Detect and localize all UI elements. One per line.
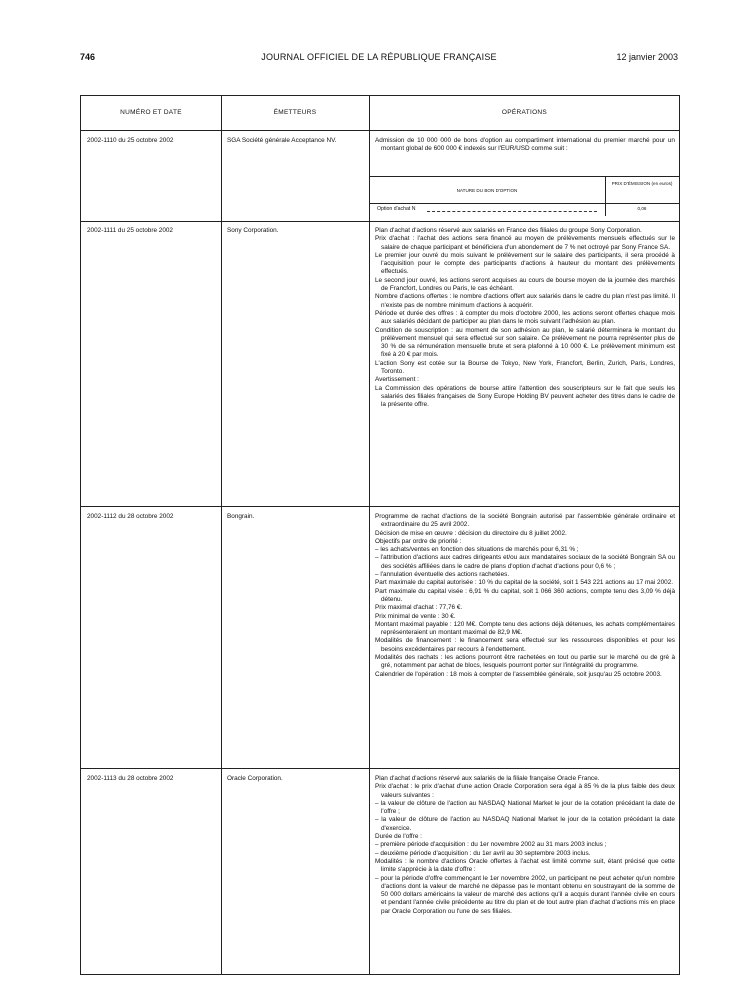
operation-list-item: – l'attribution d'actions aux cadres dirigeants et/ou aux mandataires sociaux de la société Bongrain SA ou des sociétés affiliées dans le cadre de plans d'option d'achat d'actions pour 0,6 % ; — [375, 554, 675, 570]
issue-date: 12 janvier 2003 — [616, 52, 678, 62]
journal-title: JOURNAL OFFICIEL DE LA RÉPUBLIQUE FRANÇAISE — [261, 52, 497, 62]
row-1-number-date: 2002-1110 du 25 octobre 2002 — [87, 137, 174, 144]
column-header-issuers: ÉMETTEURS — [273, 109, 317, 116]
page-header — [80, 50, 678, 64]
operation-paragraph: Plan d'achat d'actions réservé aux salariés de la filiale française Oracle France. — [375, 775, 600, 782]
operation-paragraph: Nombre d'actions offertes : le nombre d'actions offert aux salariés dans le cadre du plan n'est pas limité. Il n'existe pas de nombre minimum d'actions à acquérir. — [375, 293, 675, 309]
operation-paragraph: Période et durée des offres : à compter du mois d'octobre 2000, les actions seront offertes chaque mois aux salariés décidant de participer au plan dans le mois suivant l'adhésion au plan. — [375, 309, 675, 326]
operation-paragraph: Modalités des rachats : les actions pourront être rachetées en tout ou partie sur le marché ou de gré à gré, notamment par achat de blocs, lesquels pourront porter sur l'intégralité du programme. — [375, 654, 675, 670]
column-header-number-date: NUMÉRO ET DATE — [120, 109, 182, 116]
row-2-issuer: Sony Corporation. — [227, 227, 279, 234]
operation-paragraph: Plan d'achat d'actions réservé aux salariés en France des filiales du groupe Sony Corporation. — [375, 227, 642, 234]
operation-paragraph: Montant maximal payable : 120 M€. Compte tenu des actions déjà détenues, les achats complémentaires représenteraient un montant maximal de 82,9 M€. — [375, 620, 675, 637]
operation-paragraph: Prix maximal d'achat : 77,76 €. — [375, 604, 463, 612]
operation-paragraph: Décision de mise en œuvre : décision du directoire du 8 juillet 2002. — [375, 529, 567, 537]
operation-paragraph: Le premier jour ouvré du mois suivant le prélèvement sur le salaire des participants, il sera procédé à l'acquisition pour le compte des participants d'actions à hauteur du montant des prélèvements effectués. — [375, 251, 675, 276]
row-2-operations — [375, 227, 675, 410]
row-3-number-date: 2002-1112 du 28 octobre 2002 — [87, 513, 174, 520]
operation-paragraph: Part maximale du capital visée : 6,91 % du capital, soit 1 066 360 actions, compte tenu des 3,09 % déjà détenu. — [375, 587, 675, 603]
operation-paragraph: Admission de 10 000 000 de bons d'option au compartiment international du premier marché pour un montant global de 600 000 € indexés sur l'EUR/USD comme suit : — [375, 137, 675, 153]
operation-paragraph: Modalités de financement : le financement sera effectué sur les ressources disponibles et pour les besoins excédentaires par recours à l'endettement. — [375, 637, 675, 653]
subtable-option-label: Option d'achat N — [377, 206, 416, 212]
operation-list-item: – deuxième période d'acquisition : du 1er avril au 30 septembre 2003 inclus. — [375, 849, 591, 857]
operation-paragraph: Prix d'achat : le prix d'achat d'une action Oracle Corporation sera égal à 85 % de la plus faible des deux valeurs suivantes : — [375, 783, 675, 799]
operation-paragraph: Le second jour ouvré, les actions seront acquises au cours de bourse moyen de la journée des marchés de Francfort, Londres ou Paris, le cas échéant. — [375, 276, 675, 293]
operation-paragraph: Condition de souscription : au moment de son adhésion au plan, le salarié déterminera le montant du prélèvement mensuel qui sera effectué sur son salaire. Ce prélèvement ne pourra représenter plus de 30 % de sa rémunération mensuelle brute et sera plafonné à 10 000 €. Le prélèvement minimum est fixé à 20 € par mois. — [375, 326, 675, 359]
subtable-divider — [605, 176, 606, 216]
operation-list-item: – l'annulation éventuelle des actions rachetées. — [375, 571, 510, 579]
operation-paragraph: Part maximale du capital autorisée : 10 % du capital de la société, soit 1 543 221 actions au 17 mai 2002. — [375, 579, 674, 587]
operation-paragraph: Objectifs par ordre de priorité : — [375, 537, 462, 545]
row-3-issuer: Bongrain. — [227, 513, 255, 520]
row-2-number-date: 2002-1111 du 25 octobre 2002 — [87, 227, 173, 234]
operation-paragraph: Programme de rachat d'actions de la société Bongrain autorisé par l'assemblée générale ordinaire et extraordinaire du 25 avril 2002. — [375, 513, 675, 529]
subtable-header-price: PRIX D'ÉMISSION (en euros) — [611, 181, 673, 186]
row-4-number-date: 2002-1113 du 28 octobre 2002 — [87, 775, 174, 782]
operation-list-item: – la valeur de clôture de l'action au NASDAQ National Market le jour de la cotation précédant la date d'exercice. — [375, 816, 675, 832]
operation-paragraph: Durée de l'offre : — [375, 833, 422, 841]
row-4-issuer: Oracle Corporation. — [227, 775, 283, 782]
subtable-option-price: 0,06 — [637, 206, 647, 211]
operation-paragraph: Avertissement : — [375, 376, 419, 384]
operation-paragraph: La Commission des opérations de bourse attire l'attention des souscripteurs sur le fait que seuls les salariés des filiales françaises de Sony Europe Holding BV peuvent acheter des titres dans le cadre de la présente offre. — [375, 384, 675, 409]
row-divider — [81, 768, 679, 769]
column-header-operations: OPÉRATIONS — [501, 109, 548, 116]
operation-paragraph: Prix minimal de vente : 30 €. — [375, 612, 456, 620]
operation-paragraph: Calendrier de l'opération : 18 mois à compter de l'assemblée générale, soit jusqu'au 25 octobre 2003. — [375, 670, 662, 678]
operation-paragraph: L'action Sony est cotée sur la Bourse de Tokyo, New York, Francfort, Berlin, Zurich, Paris, Londres, Toronto. — [375, 359, 675, 376]
row-3-operations — [375, 513, 675, 679]
row-divider — [81, 506, 679, 507]
operations-table — [80, 95, 680, 975]
operation-list-item: – les achats/ventes en fonction des situations de marchés pour 6,31 % ; — [375, 546, 579, 554]
subtable-top-border — [369, 176, 679, 177]
row-1-issuer: SGA Société générale Acceptance NV. — [227, 137, 337, 144]
operation-paragraph: Prix d'achat : l'achat des actions sera financé au moyen de prélèvements mensuels effectués sur le salaire de chaque participant et bénéficiera d'un abondement de 7 % net octroyé par Sony France SA. — [375, 235, 675, 251]
column-divider — [221, 96, 222, 974]
operation-list-item: – pour la période d'offre commençant le 1er novembre 2002, un participant ne peut acheter qu'un nombre d'actions dont la valeur de marché ne dépasse pas le montant obtenu en soustrayant de la somme de 50 000 dollars américains la valeur de marché des actions qu'il a acquis durant l'année civile en cours et pendant l'année civile précédente au titre du plan et de tout autre plan d'achat d'actions mis en place par Oracle Corporation ou l'une de ses filiales. — [375, 874, 675, 915]
operation-paragraph: Modalités : le nombre d'actions Oracle offertes à l'achat est limité comme suit, étant précisé que cette limite s'apprécie à la date d'offre : — [375, 857, 675, 874]
subtable-dotted-leader — [427, 211, 597, 212]
subtable-header-nature: NATURE DU BON D'OPTION — [456, 188, 518, 193]
subtable-row-divider — [369, 203, 679, 204]
page-number: 746 — [80, 52, 96, 62]
row-divider — [81, 130, 679, 131]
row-divider — [81, 221, 679, 222]
row-1-operations — [375, 137, 675, 154]
column-divider — [369, 96, 370, 974]
operation-list-item: – la valeur de clôture de l'action au NASDAQ National Market le jour de la cotation précédant la date de l'offre ; — [375, 799, 675, 816]
operation-list-item: – première période d'acquisition : du 1er novembre 2002 au 31 mars 2003 inclus ; — [375, 841, 607, 849]
row-4-operations — [375, 775, 675, 916]
